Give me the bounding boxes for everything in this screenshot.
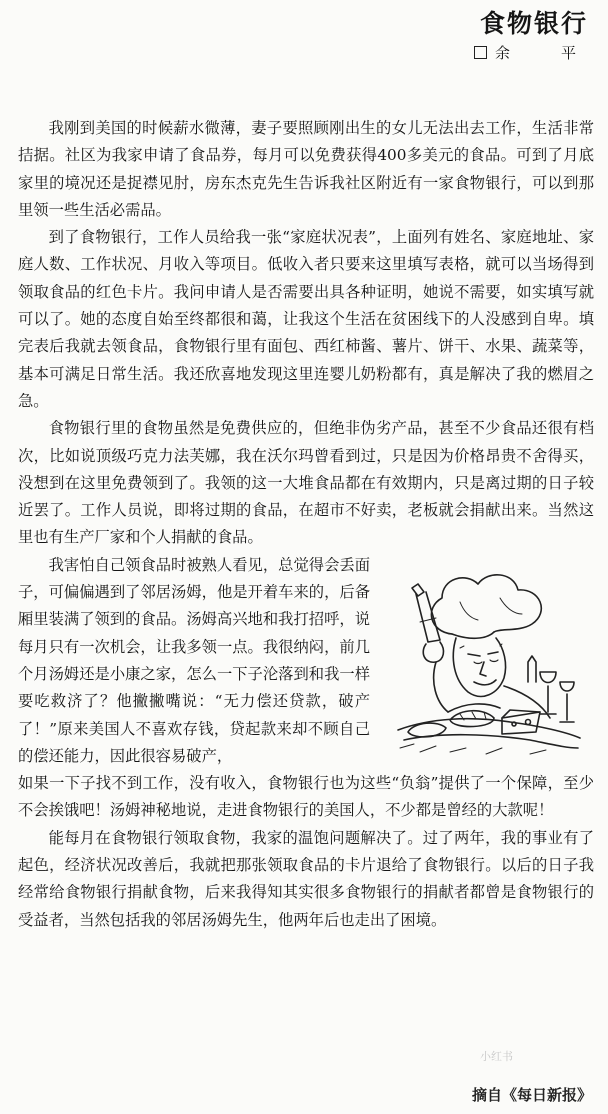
paragraph-1: 我刚到美国的时候薪水微薄，妻子要照顾刚出生的女儿无法出去工作，生活非常拮据。社区为我家申请了食品券，每月可以免费获得400多美元的食品。可到了月底家里的境况还是捉襟见肘，房东杰克先生告诉我社区附近有一家食物银行，可以到那里领一些生活必需品。 [18, 119, 594, 219]
byline [474, 42, 594, 63]
illustrated-section [18, 552, 594, 770]
watermark: 小红书 [480, 1050, 513, 1063]
article-title: 食物银行 [479, 9, 588, 38]
wrapped-text-column [18, 552, 370, 770]
author-name: 余 平 [494, 44, 594, 62]
source-citation: 摘自《每日新报》 [471, 1086, 592, 1104]
paragraph-4: 我害怕自己领食品时被熟人看见，总觉得会丢面子，可偏偏遇到了邻居汤姆，他是开着车来的，后备厢里装满了领到的食品。汤姆高兴地和我打招呼，说每月只有一次机会，让我多领一点。我很纳闷，前几个月汤姆还是小康之家，怎么一下子沦落到和我一样要吃救济了？他撇撇嘴说：“无力偿还贷款，破产了！”原来美国人不喜欢存钱，贷起款来却不顾自己的偿还能力，因此很容易破产， [18, 555, 370, 765]
paragraph-3: 食物银行里的食物虽然是免费供应的，但绝非伪劣产品，甚至不少食品还很有档次，比如说顶级巧克力法芙娜，我在沃尔玛曾看到过，只是因为价格昂贵不舍得买，没想到在这里免费领到了。我领的这一大堆食品都在有效期内，只是离过期的日子较近罢了。工作人员说，即将过期的食品，在超市不好卖，老板就会捐献出来。当然这里也有生产厂家和个人捐献的食品。 [18, 419, 594, 547]
paragraph-5: 能每月在食物银行领取食物，我家的温饱问题解决了。过了两年，我的事业有了起色，经济状况改善后，我就把那张领取食品的卡片退给了食物银行。以后的日子我经常给食物银行捐献食物，后来我得知其实很多食物银行的捐献者都曾是食物银行的受益者，当然包括我的邻居汤姆先生，他两年后也走出了困境。 [18, 828, 594, 929]
article-body [18, 115, 594, 934]
paragraph-2: 到了食物银行，工作人员给我一张“家庭状况表”，上面列有姓名、家庭地址、家庭人数、工作状况、月收入等项目。低收入者只要来这里填写表格，就可以当场得到领取食品的红色卡片。我问申请人是否需要出具各种证明，她说不需要，如实填写就可以了。她的态度自始至终都很和蔼，让我这个生活在贫困线下的人没感到自卑。填完表后我就去领食品，食物银行里有面包、西红柿酱、薯片、饼干、水果、蔬菜等，基本可满足日常生活。我还欣喜地发现这里连婴儿奶粉都有，真是解决了我的燃眉之急。 [18, 228, 594, 410]
square-bullet-icon [474, 46, 487, 59]
paragraph-4-continued: 如果一下子找不到工作，没有收入，食物银行也为这些“负翁”提供了一个保障，至少不会挨饿吧！汤姆神秘地说，走进食物银行的美国人，不少都是曾经的大款呢！ [18, 774, 594, 820]
chef-illustration [390, 562, 586, 762]
